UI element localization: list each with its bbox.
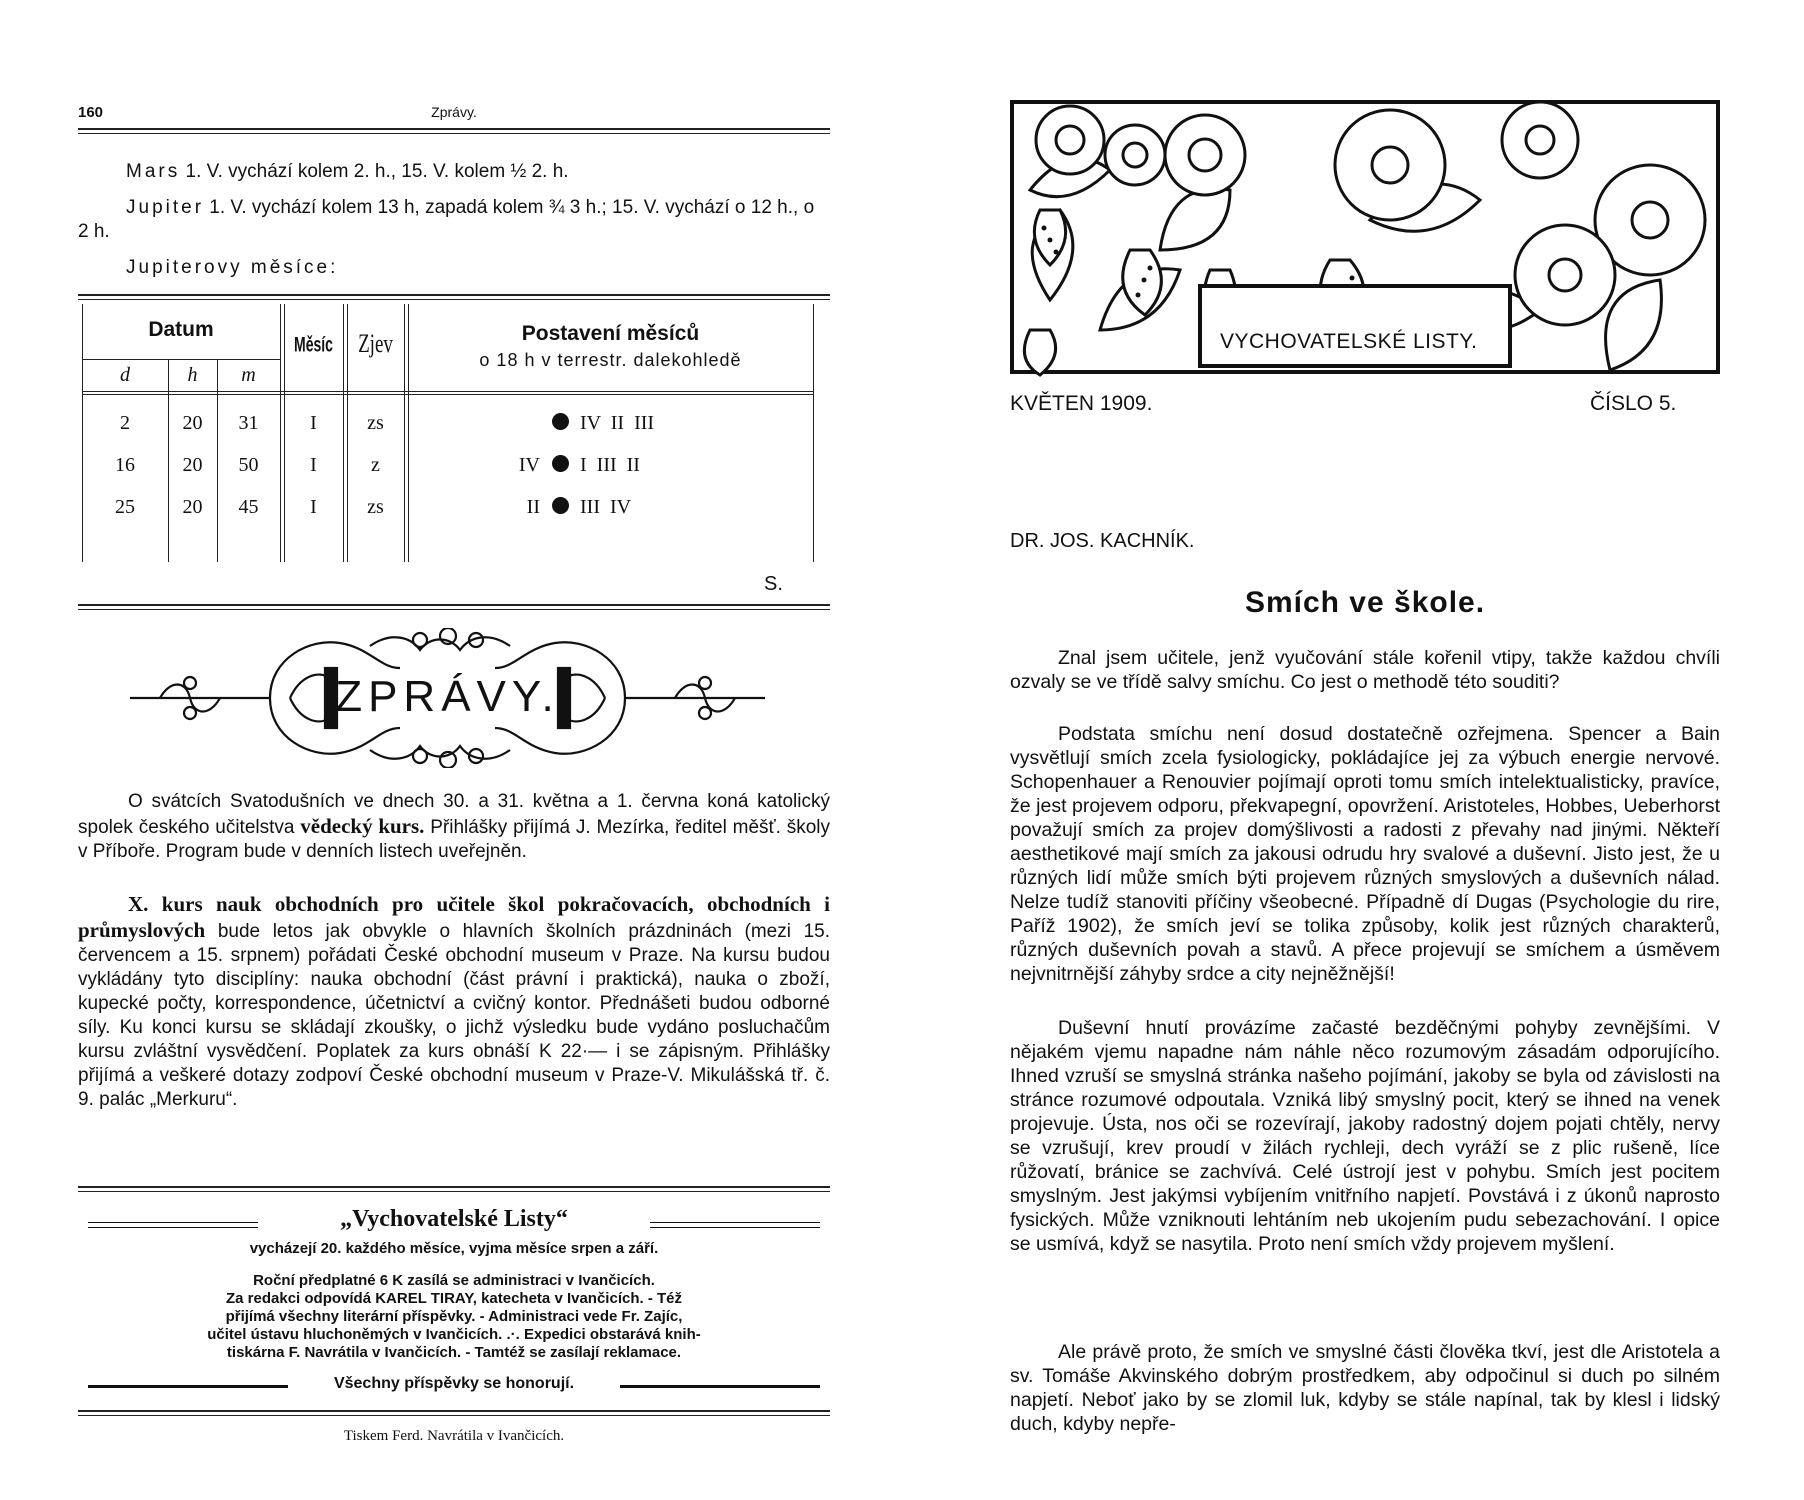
magazine-line-1: vycházejí 20. každého měsíce, vyjma měsíce srpen a září. (249, 1240, 659, 1257)
row2-m: 50 (238, 454, 259, 476)
article-author: DR. JOS. KACHNÍK. (1010, 530, 1195, 552)
table-signature: S. (764, 573, 783, 595)
ornament-title: ZPRÁVY. (335, 672, 560, 721)
printer-line: Tiskem Ferd. Navrátila v Ivančicích. (343, 1428, 565, 1444)
row1-right: IV II III (580, 412, 655, 434)
row1-m: 31 (238, 412, 259, 434)
row3-left: II (526, 496, 540, 518)
article-paragraph-2: Podstata smíchu není dosud dostatečně ozřejmena. Spencer a Bain vysvětlují smích zcela fysiologicky, pokládajíce jej za výbuch energie nervové. Schopenhauer a Renouvier pojímají oproti tomu smích intelektualisticky, pravíce, že jest projevem odporu, překvapegní, opovržení. Aristoteles, Hobbes, Ueberhorst považují smích za projev domýšlivosti a radosti z převahy nad jinými. Někteří aesthetikové mají smích za jakousi odrudu hry svalové a duševní. Jisto jest, že u různých lidí může smích býti projevem různých smyslových a duševních nálad. Nelze tudíž stanoviti příčiny všeobecné. Případně dí Dugas (Psychologie du rire, Paříž 1902), že smích jeví se tolika způsoby, kolik jest různých charakterů, různých duševních povah a stavů. A přece projevují se smíchem a úsměvem nejvnitrnější záhyby srdce a city nejněžnější! (1010, 723, 1720, 985)
row3-zjev: zs (367, 496, 384, 518)
news-item-2 (78, 892, 830, 1112)
row2-d: 16 (115, 454, 135, 476)
issue-number: ČÍSLO 5. (1590, 392, 1677, 415)
moons-heading: Jupiterovy měsíce: (126, 257, 339, 278)
row1-mesic: I (310, 412, 317, 434)
article-paragraph-3: Duševní hnutí provázíme začasté bezděčnými pohyby zevnějšími. V nějakém vjemu napadne nám náhle něco rozumovým zásadám odporujícího. Ihned vzruší se smyslná stránka našeho pojímání, jakoby se byla od závislosti na stránce rozumové odpoutala. Vzniká libý smyslný pocit, který se ihned na venek projevuje. Ústa, nos oči se rozevírají, jakoby radostný dojem pojati chtěly, nervy se vzrušují, krev proudí v žilách rychleji, dech vyráží se z plic rušeně, líce růžovatí, bránice se zachvívá. Celé ústrojí jest v pohybu. Smích jest pocitem smyslným. Jest jakýmsi vybíjením vnitřního napjetí. Povstává i z úkonů naprosto fysických. Může vzniknouti lehtáním neb ukojením pudu sebezachování. I opice se usmívá, když se nasytila. Proto není smích vždy projevem myšlení. (1010, 1017, 1720, 1255)
news1-text: O svátcích Svatodušních ve dnech 30. a 31. května a 1. června koná katolický spolek českého učitelstva (78, 791, 830, 838)
jupiter-dot-icon (552, 497, 569, 514)
row1-zjev: zs (367, 412, 384, 434)
jupiter-text: 1. V. vychází kolem 13 h, zapadá kolem ¾ 3 h.; 15. V. vychází o 12 h., o 2 h. (78, 197, 815, 242)
header-zjev: Zjev (358, 329, 393, 359)
table-top-rule (78, 294, 830, 300)
row2-right: I III II (580, 454, 640, 476)
masthead-title: VYCHOVATELSKÉ LISTY. (1220, 330, 1478, 353)
magazine-line-6: tiskárna F. Navrátila v Ivančicích. - Tamtéž se zasílají reklamace. (226, 1344, 682, 1361)
mars-line (126, 160, 826, 184)
row2-mesic: I (310, 454, 317, 476)
header-m: m (241, 364, 256, 386)
news1-bold: vědecký kurs. (300, 814, 425, 838)
jupiter-line (78, 196, 828, 244)
mars-text: 1. V. vychází kolem 2. h., 15. V. kolem ½ 2. h. (180, 161, 569, 182)
header-mesic: Měsíc (294, 332, 333, 356)
article-title: Smích ve škole. (1244, 586, 1486, 619)
row3-m: 45 (238, 496, 259, 518)
row2-jupiter-dot (540, 454, 580, 477)
header-datum: Datum (148, 318, 214, 341)
jupiter-label: Jupiter (126, 197, 205, 218)
section-rule (78, 604, 830, 610)
honor-line: Všechny příspěvky se honorují. (333, 1375, 575, 1392)
printer-rule (78, 1410, 830, 1416)
jupiter-dot-icon (552, 455, 569, 472)
jupiter-moons-table (82, 304, 814, 562)
zpravy-ornament (120, 628, 775, 768)
header-h: h (187, 364, 198, 386)
row3-d: 25 (115, 496, 135, 518)
running-title: Zprávy. (431, 104, 477, 120)
magazine-line-2: Roční předplatné 6 K zasílá se administraci v Ivančicích. (253, 1272, 655, 1289)
header-postaveni-sub: o 18 h v terrestr. dalekohledě (479, 350, 742, 370)
row3-right: III IV (580, 496, 632, 518)
left-page (0, 0, 900, 1500)
row1-d: 2 (120, 412, 130, 434)
magazine-title: „Vychovatelské Listy“ (340, 1206, 568, 1232)
news-item-1 (78, 790, 830, 864)
row2-h: 20 (182, 454, 203, 476)
row3-jupiter-dot (540, 496, 580, 519)
news2-bold: X. kurs nauk obchodních pro učitele škol pokračovacích, obchodních i průmyslových (78, 892, 830, 942)
row3-mesic: I (310, 496, 317, 518)
row3-h: 20 (182, 496, 203, 518)
magazine-line-3: Za redakci odpovídá KAREL TIRAY, katecheta v Ivančicích. - Též (226, 1290, 682, 1307)
magazine-line-5: učitel ústavu hluchoněmých v Ivančicích. .·. Expedici obstarává knih- (207, 1326, 701, 1343)
issue-month: KVĚTEN 1909. (1010, 392, 1153, 415)
row2-zjev: z (371, 454, 380, 476)
article-paragraph-1: Znal jsem učitele, jenž vyučování stále kořenil vtipy, takže každou chvíli ozvaly se ve třídě salvy smíchu. Co jest o methodě této souditi? (1010, 647, 1720, 693)
news2-text: bude letos jak obvykle o hlavních školních prázdninách (mezi 15. červencem a 15. srpnem) pořádati České obchodní museum v Praze. Na kursu budou vykládány tyto disciplíny: nauka obchodní (část právní i praktická), nauka o zboží, kupecké počty, korrespondence, účetnictví a cvičný kontor. Přednášeti budou odborné síly. Ku konci kursu se skládají zkoušky, o jichž výsledku bude vydáno posluchačům kursu zvláštní vysvědčení. Poplatek za kurs obnáší K 22·— i se zápisným. Přihlášky přijímá a veškeré dotazy zodpoví České obchodní museum v Praze-V. Mikulášská tř. č. 9. palác „Merkuru“. (78, 921, 830, 1110)
magazine-top-rule (78, 1186, 830, 1192)
running-head (78, 104, 830, 128)
jupiter-dot-icon (552, 413, 569, 430)
right-page (900, 0, 1804, 1500)
news1-text-end: Přihlášky přijímá J. Mezírka, ředitel měšť. školy v Příboře. Program bude v denních listech uveřejněn. (78, 817, 830, 862)
row1-jupiter-dot (540, 412, 580, 435)
article-paragraph-4: Ale právě proto, že smích ve smyslné části člověka tkví, jest dle Aristotela a sv. Tomáše Akvinského dobrým prostředkem, aby odpočinul si duch po silném napjetí. Neboť jako by se zlomil luk, kdyby se stále napínal, tak by klesl i lidský duch, kdyby nepře- (1010, 1341, 1720, 1435)
row2-left: IV (518, 454, 540, 476)
magazine-line-4: přijímá všechny literární příspěvky. - Administraci vede Fr. Zajíc, (225, 1308, 683, 1325)
header-rule (78, 128, 830, 134)
header-postaveni: Postavení měsíců (521, 322, 700, 345)
mars-label: Mars (126, 161, 181, 182)
page-number: 160 (78, 104, 104, 121)
header-d: d (120, 364, 130, 386)
row1-h: 20 (182, 412, 203, 434)
